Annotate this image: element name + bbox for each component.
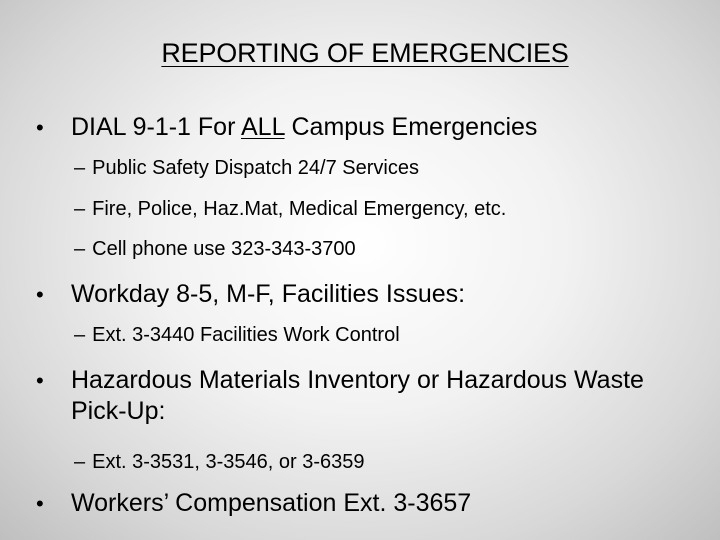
bullet-hazardous-materials <box>36 365 656 427</box>
subitem-cell-phone <box>74 237 356 261</box>
slide-title: REPORTING OF EMERGENCIES <box>161 38 569 68</box>
bullet-dial-911 <box>36 112 686 143</box>
subitem-text: Ext. 3-3531, 3-3546, or 3-6359 <box>92 451 365 473</box>
dash-icon: – <box>74 198 86 220</box>
bullet-workday <box>36 279 686 310</box>
dash-icon: – <box>74 324 86 346</box>
subitem-text: Ext. 3-3440 Facilities Work Control <box>92 324 400 346</box>
bullet-text: Hazardous Materials Inventory or Hazardous Waste Pick-Up: <box>71 366 644 425</box>
bullet-workers-comp <box>36 488 686 519</box>
bullet-text-suffix: Campus Emergencies <box>284 113 538 141</box>
subitem-public-safety <box>74 156 419 180</box>
bullet-text: Workers’ Compensation Ext. 3-3657 <box>71 489 472 517</box>
dash-icon: – <box>74 451 86 473</box>
bullet-text-prefix: DIAL 9-1-1 For <box>71 113 241 141</box>
subitem-text: Fire, Police, Haz.Mat, Medical Emergency, etc. <box>92 198 507 220</box>
subitem-hazmat-ext <box>74 450 365 474</box>
subitem-facilities-ext <box>74 323 400 347</box>
subitem-text: Public Safety Dispatch 24/7 Services <box>92 157 419 179</box>
bullet-icon: • <box>36 491 44 516</box>
subitem-fire-police <box>74 197 506 221</box>
dash-icon: – <box>74 238 86 260</box>
bullet-icon: • <box>36 368 44 393</box>
bullet-icon: • <box>36 282 44 307</box>
subitem-text: Cell phone use 323-343-3700 <box>92 238 356 260</box>
bullet-text: Workday 8-5, M-F, Facilities Issues: <box>71 280 466 308</box>
dash-icon: – <box>74 157 86 179</box>
bullet-text-emphasis: ALL <box>240 113 285 141</box>
bullet-icon: • <box>36 115 44 140</box>
